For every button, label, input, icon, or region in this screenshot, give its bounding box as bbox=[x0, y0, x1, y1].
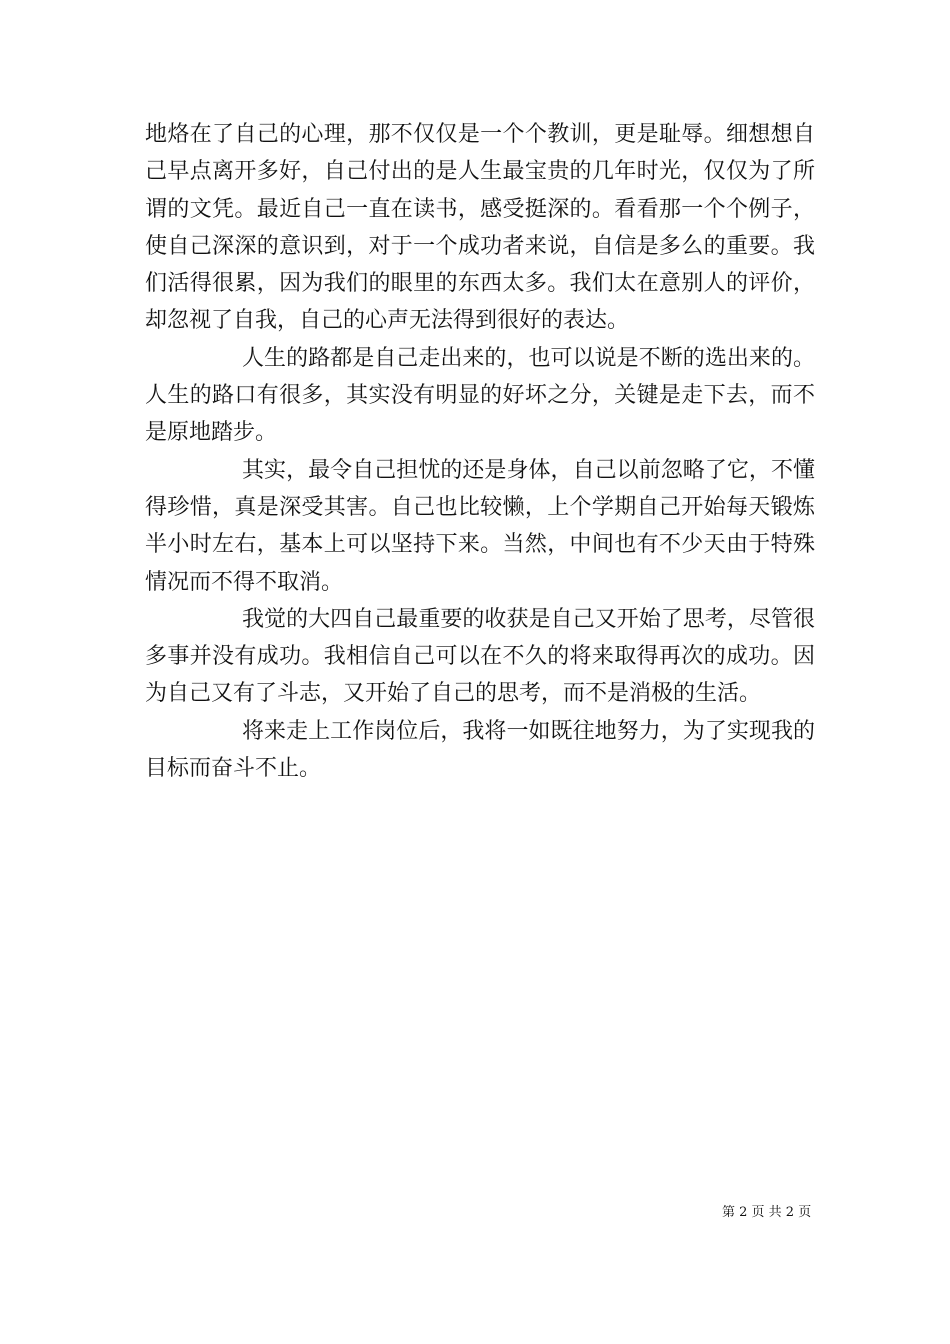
paragraph-2: 人生的路都是自己走出来的，也可以说是不断的选出来的。人生的路口有很多，其实没有明显的好坏之分，关键是走下去，而不是原地踏步。 bbox=[145, 345, 815, 446]
document-body bbox=[145, 116, 815, 787]
paragraph-5: 将来走上工作岗位后，我将一如既往地努力，为了实现我的目标而奋斗不止。 bbox=[145, 718, 815, 782]
paragraph-1: 地烙在了自己的心理，那不仅仅是一个个教训，更是耻辱。细想想自己早点离开多好，自己付出的是人生最宝贵的几年时光，仅仅为了所谓的文凭。最近自己一直在读书，感受挺深的。看看那一个个例子，使自己深深的意识到，对于一个成功者来说，自信是多么的重要。我们活得很累，因为我们的眼里的东西太多。我们太在意别人的评价，却忽视了自我，自己的心声无法得到很好的表达。 bbox=[145, 122, 815, 334]
page-number-footer: 第 2 页 共 2 页 bbox=[722, 1205, 812, 1220]
paragraph-4: 我觉的大四自己最重要的收获是自己又开始了思考，尽管很多事并没有成功。我相信自己可以在不久的将来取得再次的成功。因为自己又有了斗志，又开始了自己的思考，而不是消极的生活。 bbox=[145, 606, 815, 707]
paragraph-3: 其实，最令自己担忧的还是身体，自己以前忽略了它，不懂得珍惜，真是深受其害。自己也比较懒，上个学期自己开始每天锻炼半小时左右，基本上可以坚持下来。当然，中间也有不少天由于特殊情况而不得不取消。 bbox=[145, 457, 815, 595]
